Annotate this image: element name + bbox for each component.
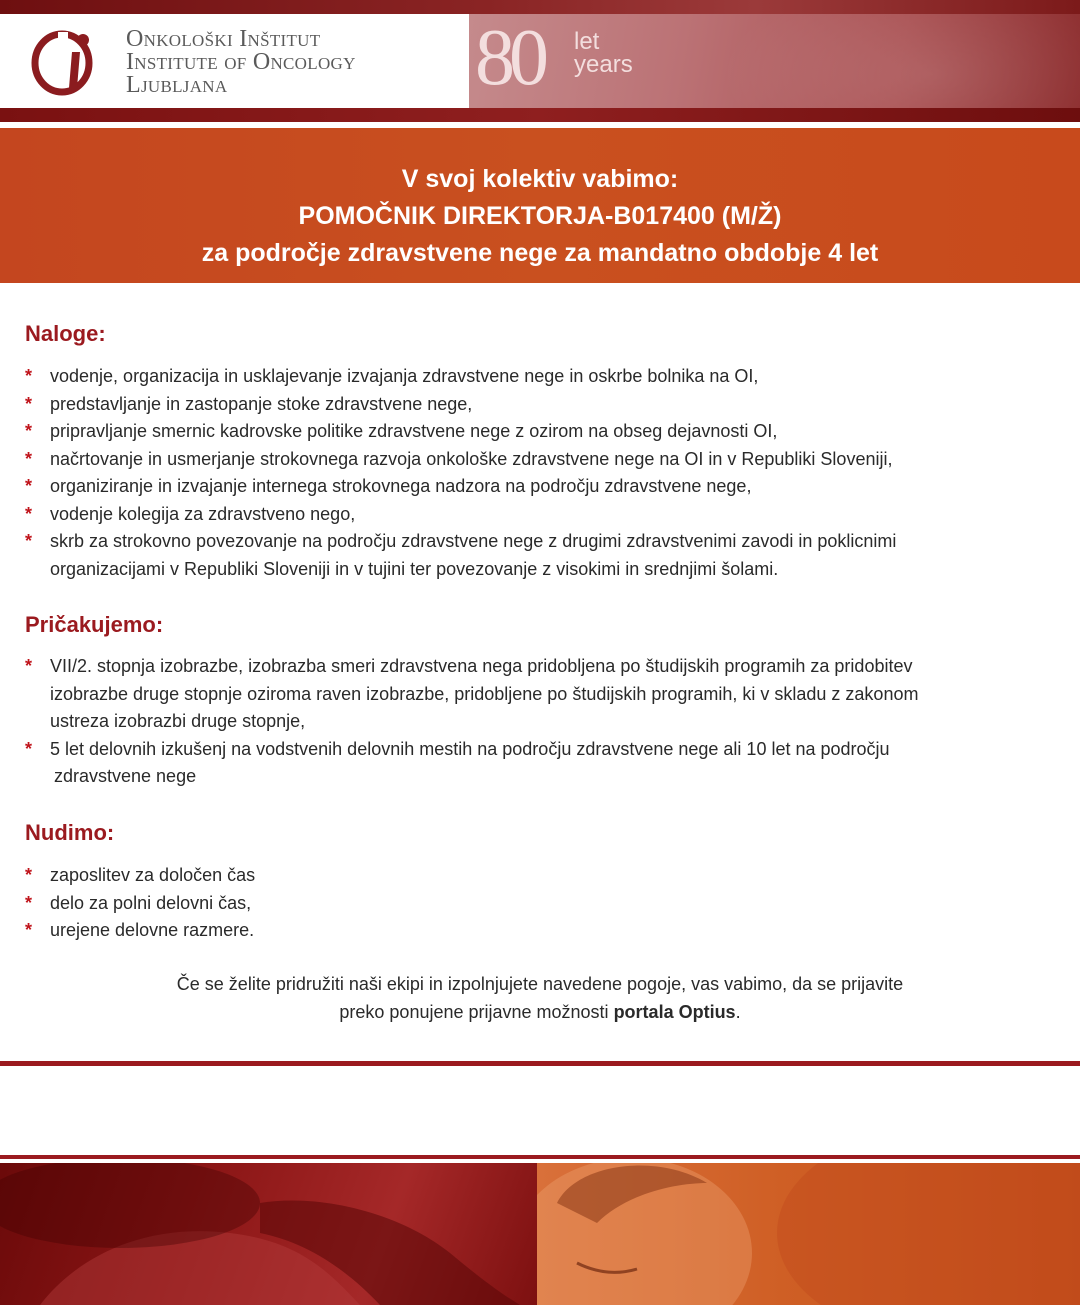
anniversary-panel	[469, 14, 1080, 108]
title-line-position: POMOČNIK DIREKTORJA-B017400 (M/Ž)	[298, 202, 782, 230]
footer-photo-left	[0, 1163, 537, 1305]
bullet-star-icon: *	[25, 503, 33, 524]
institute-name-line-1: Onkološki Inštitut	[126, 26, 321, 52]
section-heading-pricakujemo: Pričakujemo:	[25, 612, 164, 637]
bullet-star-icon: *	[25, 448, 33, 469]
list-item: * VII/2. stopnja izobrazbe, izobrazba smeri zdravstvena nega pridobljena po študijskih programih za pridobitev izobrazbe druge stopnje oziroma raven izobrazbe, pridobljene po študijskih programih, ki v skladu z zakonom ustreza izobrazbi druge stopnje,	[25, 653, 918, 736]
list-item: * organiziranje in izvajanje internega strokovnega nadzora na področju zdravstvene nege,	[25, 473, 896, 501]
list-item: * vodenje kolegija za zdravstveno nego,	[25, 501, 896, 529]
header	[0, 14, 1080, 108]
bullet-star-icon: *	[25, 476, 33, 496]
header-bottom-band	[0, 108, 1080, 122]
title-line-invite: V svoj kolektiv vabimo:	[401, 165, 679, 193]
anniversary-word-let: let	[574, 28, 600, 55]
logo-panel	[0, 14, 469, 108]
anniversary-word-years: years	[574, 51, 633, 78]
footer-hands-image	[0, 1163, 537, 1305]
top-decorative-strip	[0, 0, 1080, 14]
naloge-list	[25, 363, 896, 583]
portal-name: portala Optius	[613, 1001, 736, 1022]
bullet-star-icon: *	[25, 865, 33, 885]
bullet-star-icon: *	[25, 421, 33, 441]
footer-photo-band	[0, 1163, 1080, 1305]
section-heading-nudimo: Nudimo:	[25, 820, 115, 845]
footer-photo-right	[537, 1163, 1080, 1305]
closing-paragraph	[0, 971, 1080, 1026]
bullet-star-icon: *	[25, 738, 33, 759]
bullet-star-icon: *	[25, 892, 33, 913]
footer-face-image	[537, 1163, 1080, 1305]
list-item: * zaposlitev za določen čas	[25, 862, 255, 890]
list-item: * urejene delovne razmere.	[25, 917, 255, 945]
divider-top	[0, 1061, 1080, 1066]
list-item: * skrb za strokovno povezovanje na področju zdravstvene nege z drugimi zdravstvenimi zavodi in poklicnimi organizacijami v Republiki Sloveniji in v tujini ter povezovanje z visokimi in srednjimi šolami.	[25, 528, 896, 583]
bullet-star-icon: *	[25, 531, 33, 551]
divider-bottom	[0, 1155, 1080, 1159]
bullet-star-icon: *	[25, 920, 33, 940]
bullet-star-icon: *	[25, 656, 33, 676]
title-line-field: za področje zdravstvene nege za mandatno obdobje 4 let	[201, 239, 879, 267]
institute-name-line-2: Institute of Oncology	[126, 49, 356, 75]
title-banner	[0, 128, 1080, 283]
closing-line-2: preko ponujene prijavne možnosti portala Optius.	[339, 1001, 741, 1022]
list-item: * predstavljanje in zastopanje stoke zdravstvene nege,	[25, 391, 896, 419]
pricakujemo-list	[25, 653, 918, 791]
institute-logo-icon	[28, 28, 100, 96]
bullet-star-icon: *	[25, 366, 33, 386]
list-item: * 5 let delovnih izkušenj na vodstvenih delovnih mestih na področju zdravstvene nege ali 10 let na področju zdravstvene nege	[25, 736, 918, 791]
closing-line-1: Če se želite pridružiti naši ekipi in izpolnjujete navedene pogoje, vas vabimo, da se prijavite	[176, 974, 904, 994]
anniversary-words	[574, 30, 633, 76]
nudimo-list	[25, 862, 255, 945]
list-item: * načrtovanje in usmerjanje strokovnega razvoja onkološke zdravstvene nege na OI in v Republiki Sloveniji,	[25, 446, 896, 474]
bullet-star-icon: *	[25, 393, 33, 414]
list-item: * pripravljanje smernic kadrovske politike zdravstvene nege z ozirom na obseg dejavnosti OI,	[25, 418, 896, 446]
list-item: * delo za polni delovni čas,	[25, 890, 255, 918]
institute-name-line-3: Ljubljana	[126, 72, 228, 98]
institute-name	[126, 28, 356, 97]
section-heading-naloge: Naloge:	[25, 321, 106, 346]
list-item: * vodenje, organizacija in usklajevanje izvajanja zdravstvene nege in oskrbe bolnika na OI,	[25, 363, 896, 391]
anniversary-number: 80	[475, 14, 543, 102]
